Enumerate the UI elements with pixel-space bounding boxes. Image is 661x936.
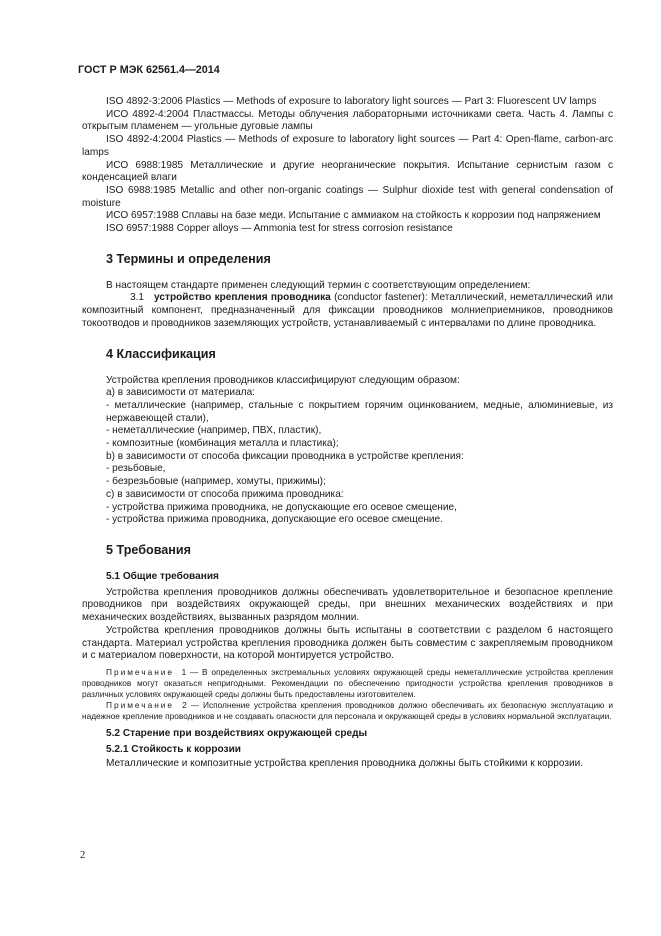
reference-item: ISO 6957:1988 Copper alloys — Ammonia test for stress corrosion resistance — [106, 223, 453, 235]
term-definition — [82, 292, 613, 330]
term-definition-text: (conductor fastener): Металлический, неметаллический или композитный компонент, предназначенный для фиксации проводников молниеприемников, проводников токоотводов и проводников заземляющих устройств, устанавливаемый с интервалами по длине проводника. — [82, 292, 613, 329]
subsection-5-1-heading: 5.1 Общие требования — [106, 570, 219, 582]
reference-item: ISO 4892-3:2006 Plastics — Methods of exposure to laboratory light sources — Part 3: Fluorescent UV lamps — [106, 96, 597, 107]
classification-item: - композитные (комбинация металла и пластика); — [106, 438, 339, 450]
classification-intro: Устройства крепления проводников классифицируют следующим образом: — [106, 374, 460, 386]
reference-item: ISO 6988:1985 Metallic and other non-organic coatings — Sulphur dioxide test with general condensation of moisture — [82, 184, 613, 209]
term-number: 3.1 — [130, 292, 145, 304]
reference-item: ISO 4892-4:2004 Plastics — Methods of exposure to laboratory light sources — Part 4: Open-flame, carbon-arc lamps — [82, 134, 613, 158]
reference-item: ИСО 4892-4:2004 Пластмассы. Методы облучения лабораторными источниками света. Часть 4. Лампы с открытым пламенем — угольные дуговые лампы — [82, 108, 613, 133]
subsection-5-2-1-heading: 5.2.1 Стойкость к коррозии — [106, 743, 241, 755]
term-name: устройство крепления проводника — [154, 292, 331, 304]
paragraph: Устройства крепления проводников должны быть испытаны в соответствии с разделом 6 настоящего стандарта. Материал устройства крепления проводника должен быть совместим с закрепляемым проводником и с материалом поверхности, на которой монтируется устройство. — [82, 624, 613, 662]
note-label: Примечание — [106, 666, 175, 677]
paragraph: Металлические и композитные устройства крепления проводника должны быть стойкими к коррозии. — [106, 758, 584, 770]
classification-item: b) в зависимости от способа фиксации проводника в устройстве крепления: — [106, 450, 464, 462]
reference-item: ИСО 6957:1988 Сплавы на базе меди. Испытание с аммиаком на стойкость к коррозии под напряжением — [106, 210, 601, 222]
classification-item: - резьбовые, — [106, 463, 166, 475]
section-5-heading: 5 Требования — [106, 542, 191, 557]
note-text: — Исполнение устройства крепления проводников должно обеспечивать их безопасную эксплуатацию и надежное крепление проводников и не создавать опасности для персонала и окружающей среды в условиях нормальной эксплуатации. — [82, 699, 613, 721]
classification-item: - неметаллические (например, ПВХ, пластик), — [106, 425, 322, 437]
subsection-5-2-heading: 5.2 Старение при воздействиях окружающей среды — [106, 727, 368, 739]
note-number: 1 — [181, 666, 187, 677]
note-text: — В определенных экстремальных условиях окружающей среды неметаллические устройства крепления проводников могут оказаться непригодными. Рекомендации по обеспечению пригодности устройства крепления проводников в различных условиях окружающей среды должны быть предоставлены изготовителем. — [82, 666, 613, 699]
classification-item: - устройства прижима проводника, не допускающие его осевое смещение, — [106, 501, 457, 513]
classification-item: а) в зависимости от материала: — [106, 387, 255, 399]
normative-references-list — [82, 96, 613, 236]
section-3-heading: 3 Термины и определения — [106, 251, 271, 266]
note-1 — [82, 667, 613, 700]
classification-item: - металлические (например, стальные с покрытием горячим оцинкованием, медные, алюминиевые, из нержавеющей стали), — [106, 399, 613, 424]
note-2 — [82, 700, 613, 722]
classification-item: - устройства прижима проводника, допускающие его осевое смещение. — [106, 514, 443, 526]
document-body — [82, 96, 613, 771]
classification-item: - безрезьбовые (например, хомуты, прижимы); — [106, 476, 326, 488]
reference-item: ИСО 6988:1985 Металлические и другие неорганические покрытия. Испытание сернистым газом с конденсацией влаги — [82, 159, 613, 184]
section-4-heading: 4 Классификация — [106, 346, 216, 361]
paragraph: Устройства крепления проводников должны обеспечивать удовлетворительное и безопасное крепление проводников при воздействиях окружающей среды, при внешних механических воздействиях и при механических воздействиях, вызванных разрядом молнии. — [82, 586, 613, 624]
page-number: 2 — [80, 850, 86, 861]
section-3-intro: В настоящем стандарте применен следующий термин с соответствующим определением: — [106, 279, 531, 291]
document-header: ГОСТ Р МЭК 62561.4—2014 — [78, 64, 220, 76]
classification-list — [82, 375, 613, 527]
note-label: Примечание — [106, 699, 175, 710]
classification-item: c) в зависимости от способа прижима проводника: — [106, 488, 344, 500]
note-number: 2 — [182, 699, 187, 710]
